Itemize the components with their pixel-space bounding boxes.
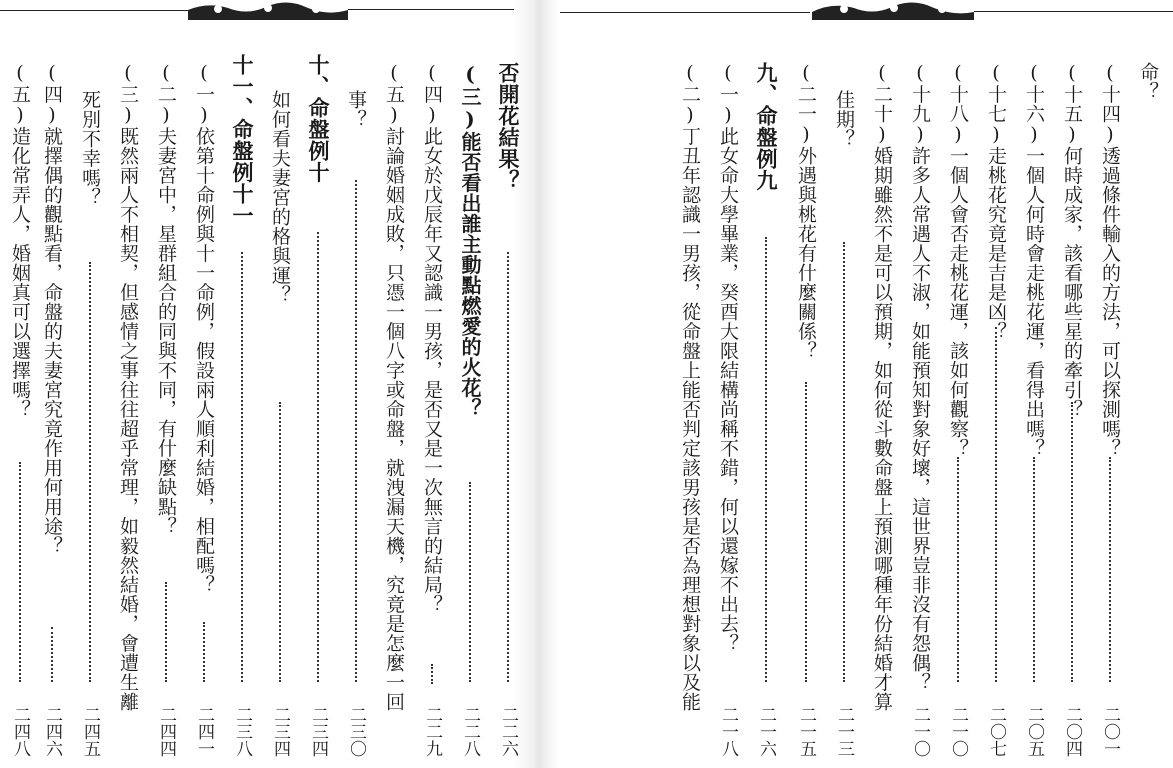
toc-entry bbox=[1058, 62, 1086, 757]
page-number: 二三四 bbox=[270, 706, 290, 757]
leader-dots bbox=[165, 582, 167, 682]
toc-entry-text: (十六)一個人何時會走桃花運，看得出嗎？ bbox=[1023, 62, 1045, 458]
toc-entry bbox=[868, 62, 896, 757]
leader-dots bbox=[317, 232, 319, 682]
toc-entry-text: (十七)走桃花究竟是吉是凶？ bbox=[985, 62, 1007, 341]
leader-dots bbox=[805, 382, 807, 682]
toc-heading-text: 十一、命盤例十一 bbox=[230, 54, 255, 226]
toc-entry bbox=[190, 62, 218, 757]
toc-entry-text: (十五)何時成家，該看哪些星的牽引？ bbox=[1061, 62, 1083, 419]
toc-entry-text: (二十)婚期雖然不是可以預期，如何從斗數命盤上預測哪種年份結婚才算 bbox=[871, 62, 893, 712]
toc-entry bbox=[792, 62, 820, 757]
page-number: 二〇五 bbox=[1024, 706, 1044, 757]
toc-entry-text: (五)討論婚姻成敗，只憑一個八字或命盤，就洩漏天機，究竟是怎麼一回 bbox=[383, 62, 405, 712]
toc-entry-text: 如何看夫妻宮的格與運？ bbox=[269, 90, 291, 305]
leader-dots bbox=[241, 252, 243, 682]
toc-entry-text: (十四)透過條件輸入的方法，可以探測嗎？ bbox=[1099, 62, 1121, 458]
leader-dots bbox=[1033, 457, 1035, 682]
toc-heading-text: 九、命盤例九 bbox=[754, 62, 779, 191]
page-number: 二〇四 bbox=[1062, 706, 1082, 757]
toc-entry bbox=[830, 62, 858, 757]
toc-entry bbox=[906, 62, 934, 757]
toc-entry bbox=[1020, 62, 1048, 757]
page-number: 二三〇 bbox=[346, 706, 366, 757]
leader-dots bbox=[843, 242, 845, 682]
leader-dots bbox=[19, 462, 21, 682]
page-number: 二〇一 bbox=[1100, 706, 1120, 757]
leader-dots bbox=[957, 457, 959, 682]
page-number: 二四四 bbox=[156, 706, 176, 757]
toc-entry bbox=[1096, 62, 1124, 757]
leader-dots bbox=[203, 622, 205, 682]
toc-entry bbox=[982, 62, 1010, 757]
leader-dots bbox=[355, 180, 357, 682]
page-number: 二四一 bbox=[194, 706, 214, 757]
toc-entry bbox=[76, 62, 104, 757]
page-number: 二四八 bbox=[10, 706, 30, 757]
page-number: 二三四 bbox=[308, 706, 328, 757]
toc-entry-text: 命？ bbox=[1137, 62, 1159, 101]
toc-entry bbox=[342, 62, 370, 757]
page-number: 二一六 bbox=[756, 706, 776, 757]
leader-dots bbox=[431, 664, 433, 684]
toc-entry bbox=[6, 62, 34, 757]
toc-entry bbox=[266, 62, 294, 757]
leader-dots bbox=[89, 262, 91, 682]
top-rule-left-2 bbox=[348, 9, 518, 10]
toc-entry-text: (四)此女於戊辰年又認識一男孩，是否又是一次無言的結局？ bbox=[421, 62, 443, 614]
page-number: 二四五 bbox=[80, 706, 100, 757]
toc-entry-text: 否開花結果？ bbox=[496, 62, 521, 191]
leader-dots bbox=[51, 627, 53, 682]
toc-entry-text: (一)依第十命例與十一命例，假設兩人順利結婚，相配嗎？ bbox=[193, 62, 215, 595]
toc-entry bbox=[114, 62, 142, 757]
leader-dots bbox=[279, 402, 281, 682]
toc-entry bbox=[418, 62, 446, 757]
leader-dots bbox=[469, 482, 471, 682]
leader-dots bbox=[995, 327, 997, 682]
toc-entry bbox=[494, 62, 522, 757]
toc-entry bbox=[1134, 62, 1162, 757]
toc-entry-text: (三)既然兩人不相契，但感情之事往往超乎常理，如毅然結婚，會遭生離 bbox=[117, 62, 139, 712]
top-rule-right-2 bbox=[974, 11, 1173, 12]
toc-entry-text: (四)就擇偶的觀點看，命盤的夫妻宮究竟作用何用途？ bbox=[41, 62, 63, 556]
toc-entry bbox=[676, 62, 704, 757]
page-number: 二一三 bbox=[834, 706, 854, 757]
top-rule-left bbox=[0, 10, 190, 11]
floral-ornament-right bbox=[812, 0, 974, 20]
page-number: 二一五 bbox=[796, 706, 816, 757]
leader-dots bbox=[765, 237, 767, 682]
floral-ornament-left bbox=[188, 0, 348, 20]
toc-entry bbox=[38, 62, 66, 757]
toc-entry-text: (二)丁丑年認識一男孩，從命盤上能否判定該男孩是否為理想對象以及能 bbox=[679, 62, 701, 712]
toc-entry bbox=[944, 62, 972, 757]
toc-entry-text: (二一)外遇與桃花有什麼關係？ bbox=[795, 62, 817, 361]
top-rule-right bbox=[560, 12, 810, 13]
page-number: 二二六 bbox=[498, 706, 518, 757]
toc-entry-text: (一)此女命大學畢業，癸酉大限結構尚稱不錯，何以還嫁不出去？ bbox=[717, 62, 739, 653]
page-number: 二一〇 bbox=[910, 706, 930, 757]
toc-entry-text: 佳期？ bbox=[833, 90, 855, 149]
page-number: 二四六 bbox=[42, 706, 62, 757]
toc-heading bbox=[304, 54, 332, 757]
toc-entry bbox=[456, 62, 484, 757]
toc-entry-text: (五)造化常弄人，婚姻真可以選擇嗎？ bbox=[9, 62, 31, 419]
page-number: 二一〇 bbox=[948, 706, 968, 757]
page-number: 二二八 bbox=[460, 706, 480, 757]
toc-entry-text: (二)夫妻宮中，星群組合的同與不同，有什麼缺點？ bbox=[155, 62, 177, 536]
toc-entry bbox=[152, 62, 180, 757]
toc-heading bbox=[752, 62, 780, 757]
leader-dots bbox=[507, 252, 509, 682]
toc-entry-text: (十八)一個人會否走桃花運，該如何觀察？ bbox=[947, 62, 969, 458]
page-number: 二二九 bbox=[422, 706, 442, 757]
page-number: 二〇七 bbox=[986, 706, 1006, 757]
toc-entry-text: 死別不幸嗎？ bbox=[79, 90, 101, 207]
toc-entry-text: (三)能否看出誰主動點燃愛的火花？ bbox=[458, 62, 482, 419]
toc-heading-text: 十、命盤例十 bbox=[306, 54, 331, 183]
toc-heading bbox=[228, 54, 256, 757]
leader-dots bbox=[1071, 402, 1073, 682]
toc-entry bbox=[714, 62, 742, 757]
leader-dots bbox=[1109, 457, 1111, 682]
toc-entry-text: 事？ bbox=[345, 90, 367, 129]
toc-entry bbox=[380, 62, 408, 757]
toc-entry-text: (十九)許多人常遇人不淑，如能預知對象好壞，這世界豈非沒有怨偶？ bbox=[909, 62, 931, 692]
page-number: 二一八 bbox=[718, 706, 738, 757]
page-number: 二三八 bbox=[232, 706, 252, 757]
